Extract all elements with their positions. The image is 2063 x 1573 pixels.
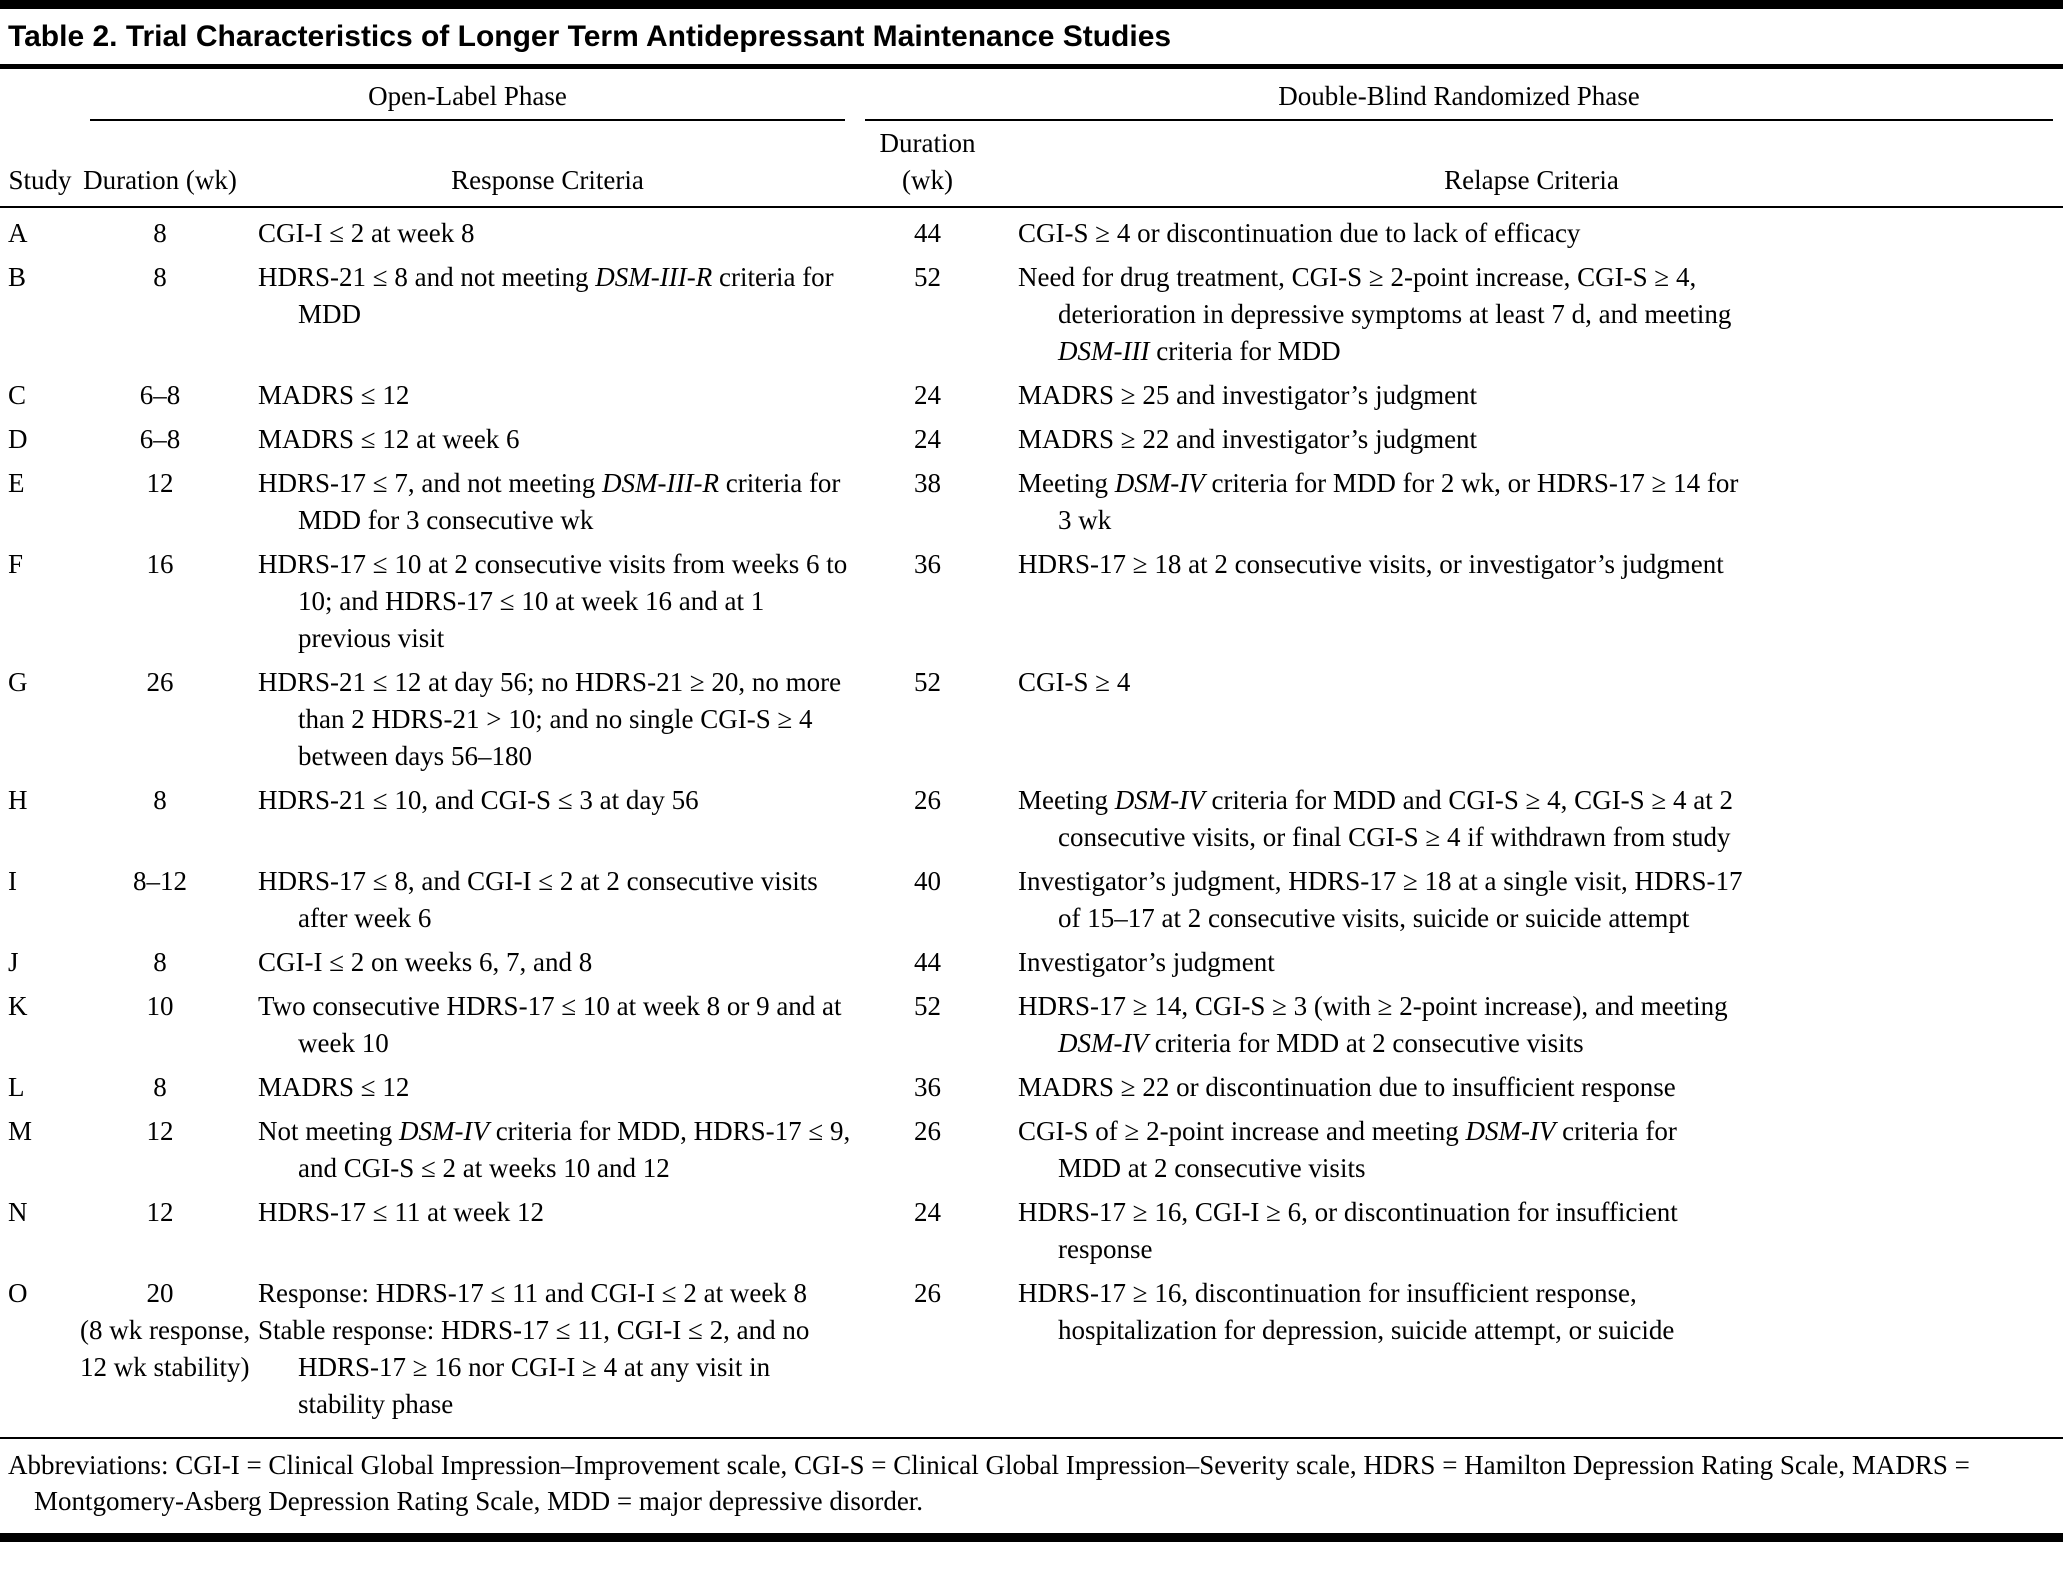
study-row [0, 458, 2063, 539]
open-label-duration-cell: 26 [146, 667, 174, 697]
response-criteria-cell: Not meeting DSM-IV criteria for MDD, HDRS-17 ≤ 9, and CGI-S ≤ 2 at weeks 10 and 12 [258, 1116, 851, 1183]
study-row [0, 370, 2063, 414]
study-id-cell: K [8, 991, 28, 1021]
table-title: Table 2. Trial Characteristics of Longer Term Antidepressant Maintenance Studies [0, 0, 2063, 69]
open-label-duration-cell: 16 [146, 549, 174, 579]
response-criteria-column-header: Response Criteria [240, 121, 855, 207]
open-label-duration-cell: 8 [153, 262, 167, 292]
open-label-phase-label: Open-Label Phase [90, 78, 845, 121]
relapse-criteria-cell: MADRS ≥ 25 and investigator’s judgment [1018, 380, 1478, 410]
study-id-cell: C [8, 380, 27, 410]
open-label-duration-cell: 8 [153, 947, 167, 977]
study-row [0, 657, 2063, 775]
double-blind-duration-cell: 44 [914, 218, 941, 248]
relapse-criteria-cell: CGI-S ≥ 4 or discontinuation due to lack of efficacy [1018, 218, 1581, 248]
study-column-header: Study [0, 121, 80, 207]
trial-characteristics-table [0, 69, 2063, 1437]
relapse-criteria-cell: HDRS-17 ≥ 16, CGI-I ≥ 6, or discontinuation for insufficient response [1018, 1197, 1678, 1264]
relapse-criteria-cell: MADRS ≥ 22 or discontinuation due to insufficient response [1018, 1072, 1676, 1102]
double-blind-duration-cell: 24 [914, 1197, 941, 1227]
response-criteria-cell: MADRS ≤ 12 [258, 380, 410, 410]
relapse-criteria-cell: CGI-S of ≥ 2-point increase and meeting DSM-IV criteria for MDD at 2 consecutive visits [1018, 1116, 1677, 1183]
open-label-duration-cell: 6–8 [139, 380, 181, 410]
double-blind-phase-label: Double-Blind Randomized Phase [865, 78, 2053, 121]
response-criteria-cell: HDRS-17 ≤ 10 at 2 consecutive visits from weeks 6 to 10; and HDRS-17 ≤ 10 at week 16 and at 1 previous visit [258, 549, 848, 653]
open-label-duration-cell: 12 [146, 1197, 174, 1227]
relapse-criteria-cell: HDRS-17 ≥ 18 at 2 consecutive visits, or investigator’s judgment [1018, 549, 1724, 579]
response-criteria-cell: HDRS-21 ≤ 10, and CGI-S ≤ 3 at day 56 [258, 785, 699, 815]
response-criteria-cell: HDRS-21 ≤ 8 and not meeting DSM-III-R criteria for MDD [258, 262, 834, 329]
response-criteria-cell: CGI-I ≤ 2 on weeks 6, 7, and 8 [258, 947, 593, 977]
double-blind-phase-header [855, 69, 2063, 121]
open-label-duration-cell: 8 [153, 218, 167, 248]
open-label-duration-cell: 10 [146, 991, 174, 1021]
study-column-spacer [0, 69, 80, 121]
open-label-phase-header [80, 69, 855, 121]
open-label-duration-cell: 20 (8 wk response, 12 wk stability) [80, 1278, 251, 1382]
response-criteria-cell: HDRS-21 ≤ 12 at day 56; no HDRS-21 ≥ 20, no more than 2 HDRS-21 > 10; and no single CGI-S ≥ 4 between days 56–180 [258, 667, 842, 771]
study-id-cell: B [8, 262, 27, 292]
study-id-cell: G [8, 667, 28, 697]
double-blind-duration-column-header: Duration (wk) [855, 121, 1000, 207]
response-criteria-cell: HDRS-17 ≤ 7, and not meeting DSM-III-R criteria for MDD for 3 consecutive wk [258, 468, 841, 535]
study-row [0, 1062, 2063, 1106]
relapse-criteria-column-header: Relapse Criteria [1000, 121, 2063, 207]
double-blind-duration-cell: 36 [914, 549, 941, 579]
study-row [0, 539, 2063, 657]
double-blind-duration-cell: 38 [914, 468, 941, 498]
study-id-cell: M [8, 1116, 33, 1146]
double-blind-duration-cell: 52 [914, 262, 941, 292]
relapse-criteria-cell: Meeting DSM-IV criteria for MDD for 2 wk, or HDRS-17 ≥ 14 for 3 wk [1018, 468, 1739, 535]
open-label-duration-column-header: Duration (wk) [80, 121, 240, 207]
relapse-criteria-cell: Investigator’s judgment [1018, 947, 1275, 977]
double-blind-duration-cell: 40 [914, 866, 941, 896]
open-label-duration-cell: 8 [153, 1072, 167, 1102]
study-row [0, 937, 2063, 981]
table-body [0, 207, 2063, 1437]
double-blind-duration-cell: 44 [914, 947, 941, 977]
study-row [0, 1106, 2063, 1187]
double-blind-duration-cell: 26 [914, 785, 941, 815]
response-criteria-cell: HDRS-17 ≤ 11 at week 12 [258, 1197, 545, 1227]
study-id-cell: J [8, 947, 19, 977]
study-row [0, 207, 2063, 252]
study-row [0, 1268, 2063, 1437]
double-blind-duration-cell: 52 [914, 667, 941, 697]
study-row [0, 856, 2063, 937]
double-blind-duration-cell: 36 [914, 1072, 941, 1102]
response-criteria-cell: Two consecutive HDRS-17 ≤ 10 at week 8 or 9 and at week 10 [258, 991, 842, 1058]
phase-group-header-row [0, 69, 2063, 121]
study-row [0, 252, 2063, 370]
double-blind-duration-cell: 52 [914, 991, 941, 1021]
response-criteria-cell: HDRS-17 ≤ 8, and CGI-I ≤ 2 at 2 consecutive visits after week 6 [258, 866, 818, 933]
relapse-criteria-cell: HDRS-17 ≥ 16, discontinuation for insufficient response, hospitalization for depression, suicide attempt, or suicide [1018, 1278, 1675, 1345]
relapse-criteria-cell: Investigator’s judgment, HDRS-17 ≥ 18 at a single visit, HDRS-17 of 15–17 at 2 consecutive visits, suicide or suicide attempt [1018, 866, 1743, 933]
relapse-criteria-cell: Need for drug treatment, CGI-S ≥ 2-point increase, CGI-S ≥ 4, deterioration in depressive symptoms at least 7 d, and meeting DSM-III criteria for MDD [1018, 262, 1732, 366]
study-row [0, 414, 2063, 458]
abbreviations-footnote: Abbreviations: CGI-I = Clinical Global Impression–Improvement scale, CGI-S = Clinical Global Impression–Severity scale, HDRS = Hamilton Depression Rating Scale, MADRS = Montgomery-Asberg Depression Rating Scale, MDD = major depressive disorder. [0, 1437, 2063, 1542]
study-id-cell: F [8, 549, 24, 579]
relapse-criteria-cell: HDRS-17 ≥ 14, CGI-S ≥ 3 (with ≥ 2-point increase), and meeting DSM-IV criteria for MDD at 2 consecutive visits [1018, 991, 1728, 1058]
study-id-cell: H [8, 785, 28, 815]
study-id-cell: D [8, 424, 28, 454]
column-header-row [0, 121, 2063, 207]
double-blind-duration-cell: 26 [914, 1116, 941, 1146]
open-label-duration-cell: 6–8 [139, 424, 181, 454]
study-id-cell: A [8, 218, 28, 248]
open-label-duration-cell: 12 [146, 1116, 174, 1146]
study-id-cell: O [8, 1278, 28, 1308]
response-criteria-cell: MADRS ≤ 12 [258, 1072, 410, 1102]
study-row [0, 981, 2063, 1062]
table-header [0, 69, 2063, 207]
study-row [0, 775, 2063, 856]
response-criteria-cell: Response: HDRS-17 ≤ 11 and CGI-I ≤ 2 at week 8 Stable response: HDRS-17 ≤ 11, CGI-I ≤ 2, and no HDRS-17 ≥ 16 nor CGI-I ≥ 4 at any visit in stability phase [258, 1278, 810, 1419]
relapse-criteria-cell: CGI-S ≥ 4 [1018, 667, 1131, 697]
study-row [0, 1187, 2063, 1268]
open-label-duration-cell: 12 [146, 468, 174, 498]
study-id-cell: L [8, 1072, 25, 1102]
open-label-duration-cell: 8 [153, 785, 167, 815]
study-id-cell: E [8, 468, 25, 498]
double-blind-duration-cell: 26 [914, 1278, 941, 1308]
relapse-criteria-cell: Meeting DSM-IV criteria for MDD and CGI-S ≥ 4, CGI-S ≥ 4 at 2 consecutive visits, or final CGI-S ≥ 4 if withdrawn from study [1018, 785, 1733, 852]
double-blind-duration-cell: 24 [914, 380, 941, 410]
open-label-duration-cell: 8–12 [133, 866, 187, 896]
double-blind-duration-cell: 24 [914, 424, 941, 454]
response-criteria-cell: CGI-I ≤ 2 at week 8 [258, 218, 475, 248]
study-id-cell: N [8, 1197, 28, 1227]
study-id-cell: I [8, 866, 17, 896]
response-criteria-cell: MADRS ≤ 12 at week 6 [258, 424, 520, 454]
relapse-criteria-cell: MADRS ≥ 22 and investigator’s judgment [1018, 424, 1478, 454]
